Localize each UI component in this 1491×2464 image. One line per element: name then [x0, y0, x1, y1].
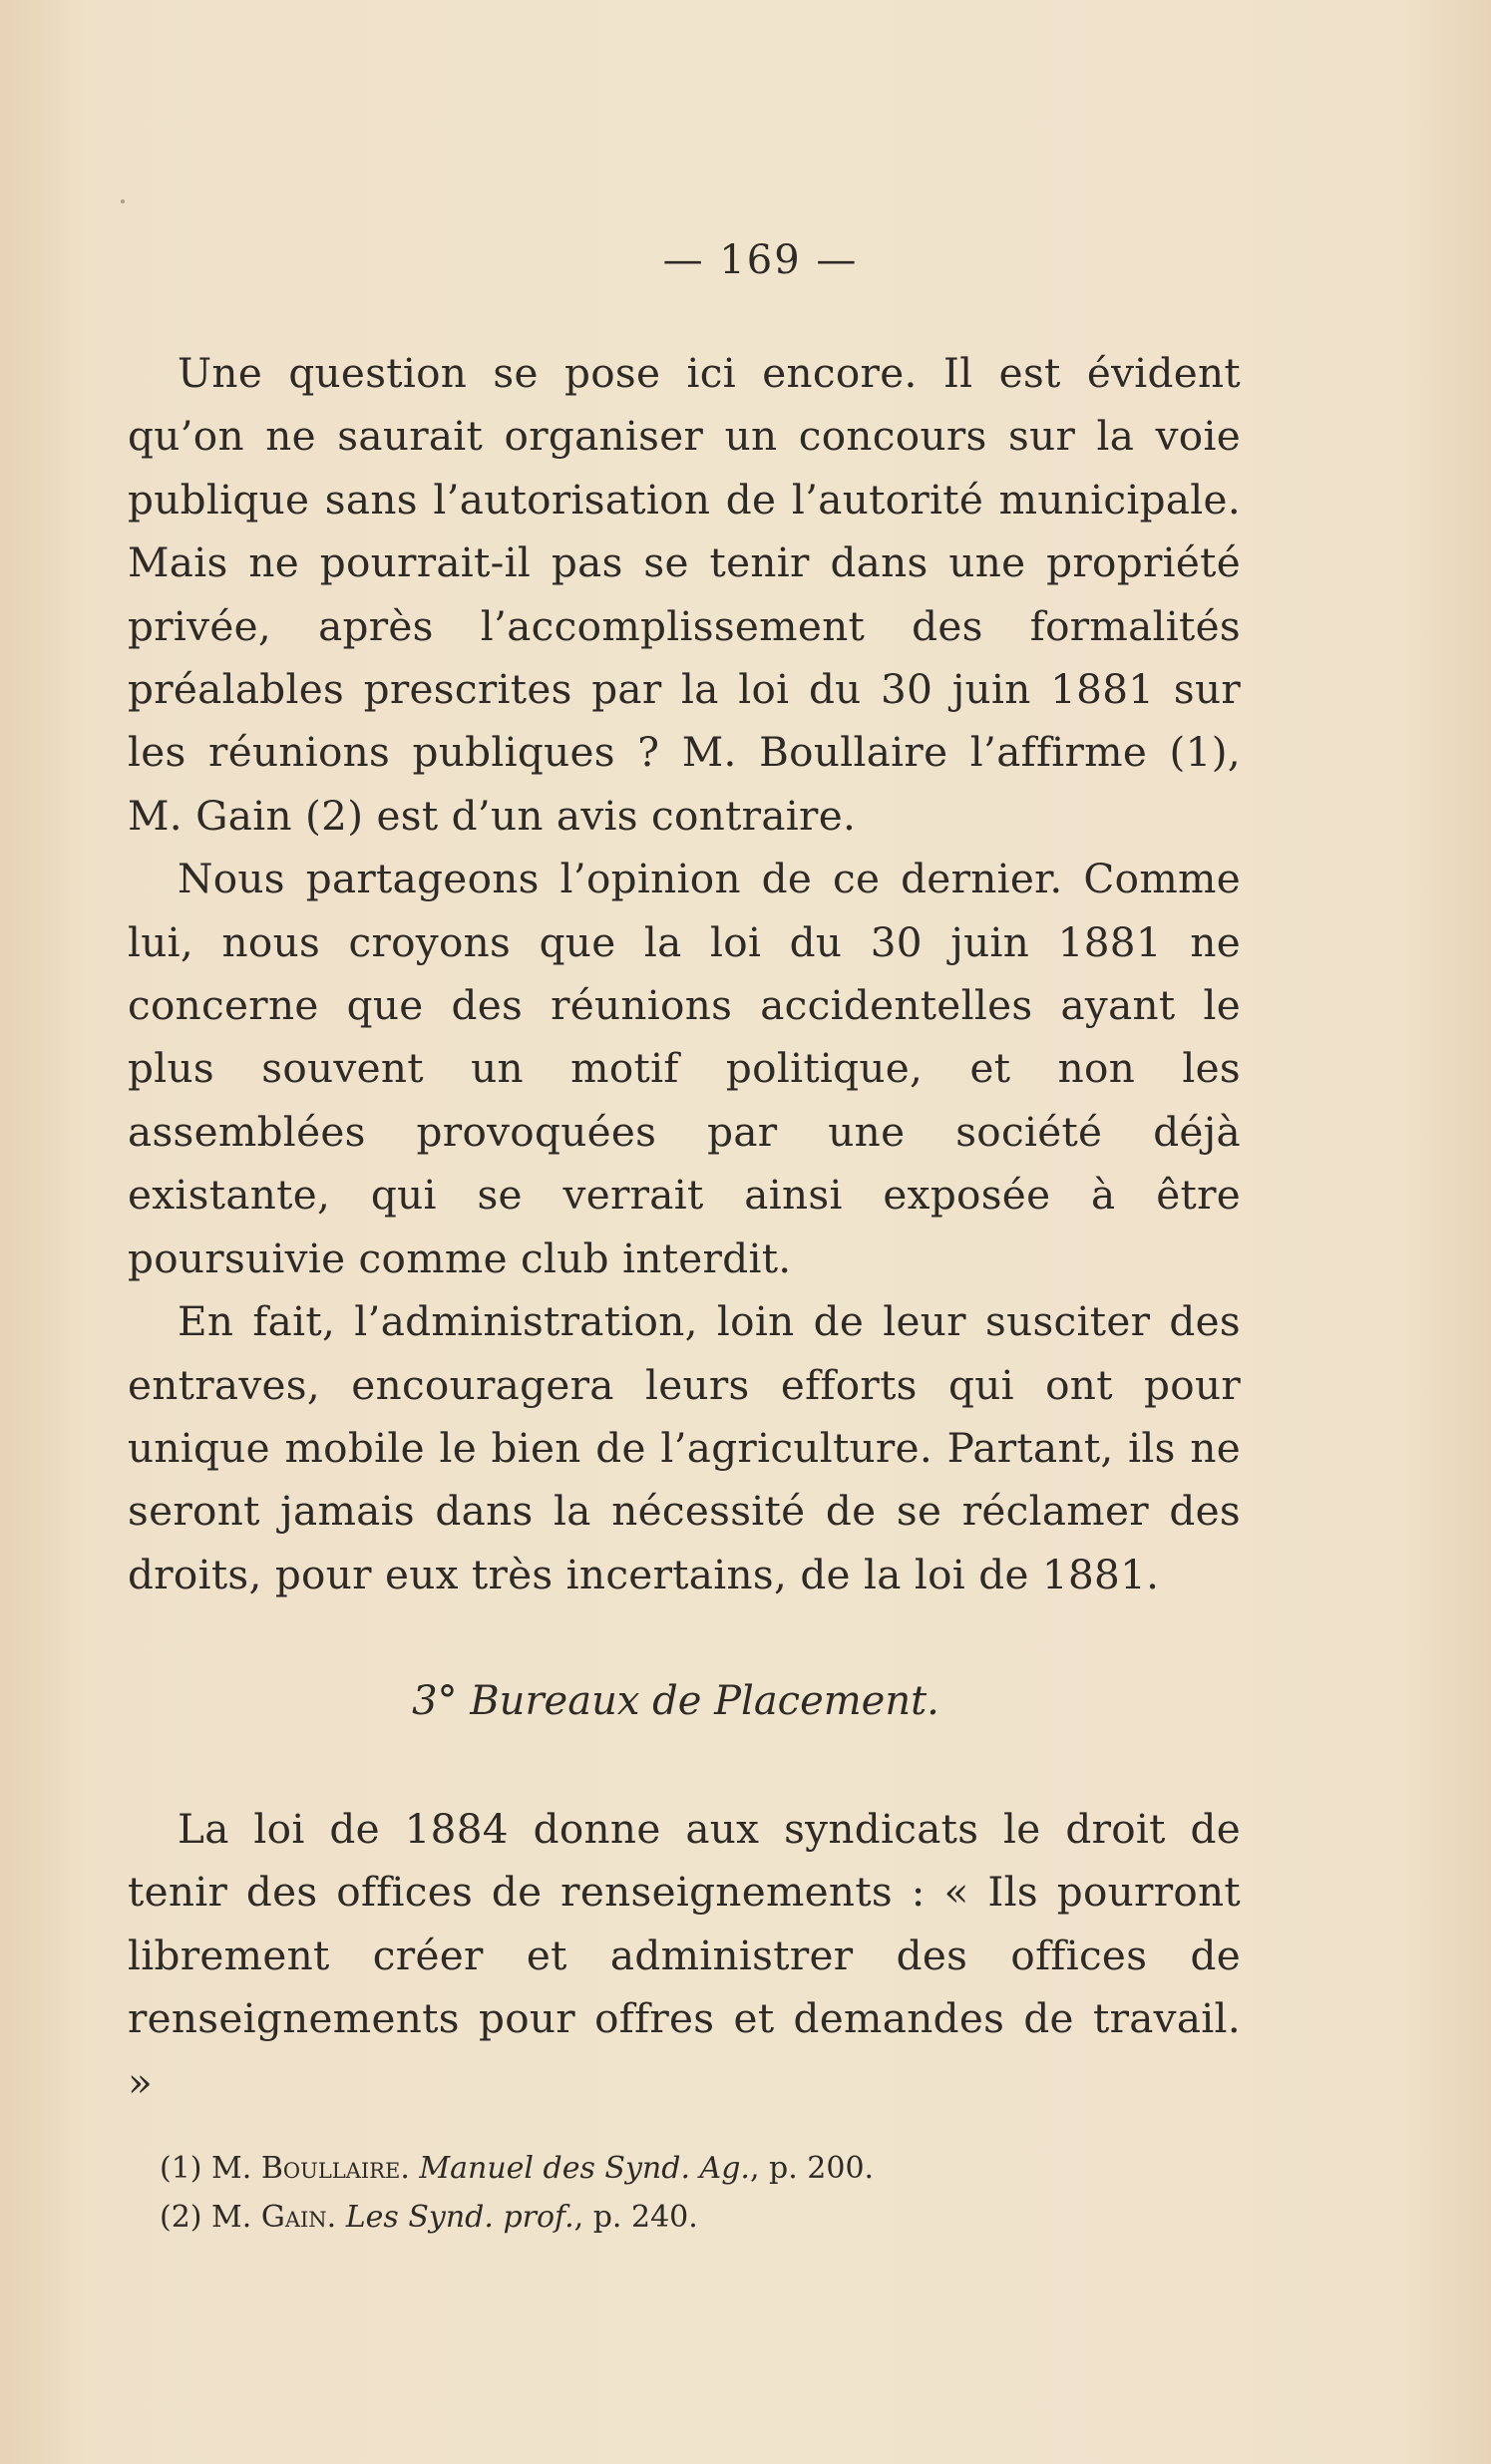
footnote-author-prefix: M.: [211, 2200, 252, 2235]
page-number: — 169 —: [662, 237, 859, 283]
footnote-title: Manuel des Synd. Ag.: [419, 2151, 750, 2186]
footnote-ref: , p. 200.: [749, 2151, 875, 2186]
section-heading: [0, 1678, 1491, 1724]
paragraph: La loi de 1884 donne aux syndicats le droit de tenir des offices de renseignements : « Ils pourront librement créer et administrer des offices de renseignements pour offres et demandes de travail. »: [128, 1805, 1241, 2106]
footnotes: [160, 2144, 1157, 2242]
footnote-marker: (1): [160, 2151, 202, 2186]
footnote-ref: , p. 240.: [573, 2200, 698, 2235]
main-text-lower: [128, 1798, 1241, 2114]
footnote: [160, 2193, 1157, 2242]
main-text-upper: [128, 342, 1241, 1606]
paragraph: Une question se pose ici encore. Il est évident qu’on ne saurait organiser un concours sur la voie publique sans l’autorisation de l’autorité municipale. Mais ne pourrait-il pas se tenir dans une propriété privée, après l’accomplissement des formalités préalables prescrites par la loi du 30 juin 1881 sur les réunions publiques ? M. Boullaire l’affirme (1), M. Gain (2) est d’un avis contraire.: [128, 349, 1241, 840]
footnote-marker: (2): [160, 2200, 202, 2235]
paragraph: En fait, l’administration, loin de leur susciter des entraves, encouragera leurs efforts qui ont pour unique mobile le bien de l’agriculture. Partant, ils ne seront jamais dans la nécessité de se réclamer des droits, pour eux très incertains, de la loi de 1881.: [128, 1297, 1241, 1598]
footnote-author-prefix: M.: [211, 2151, 252, 2186]
footnote-title: Les Synd. prof.: [345, 2200, 574, 2235]
paragraph: Nous partageons l’opinion de ce dernier. Comme lui, nous croyons que la loi du 30 juin 1881 ne concerne que des réunions accidentelles ayant le plus souvent un motif politique, et non les assemblées provoquées par une société déjà existante, qui se verrait ainsi exposée à être poursuivie comme club interdit.: [128, 855, 1241, 1282]
section-number: 3°: [412, 1678, 458, 1724]
footnote: [160, 2144, 1157, 2193]
paper-speck: [121, 199, 125, 203]
footnote-author: Gain.: [260, 2200, 337, 2235]
section-title: Bureaux de Placement.: [470, 1678, 939, 1724]
footnote-author: Boullaire.: [260, 2151, 410, 2186]
